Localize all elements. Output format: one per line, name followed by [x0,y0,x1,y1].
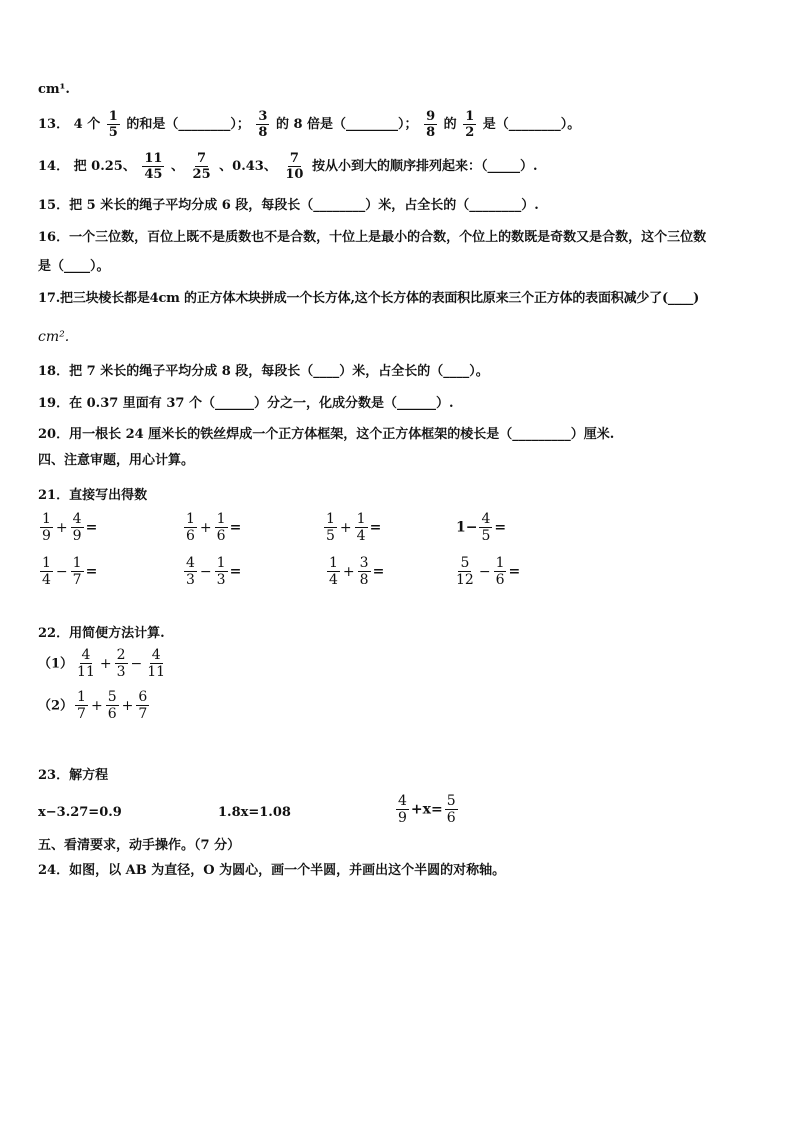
q23-equation-2: 1.8x=1.08 [218,805,291,820]
q23-3-f2: $\frac{5}{6}$ [446,793,456,826]
q22-2-op2: + [121,697,134,714]
q23-equation-3 [394,794,460,825]
q22-1-op2: − [130,655,143,672]
q21-3-op: + [339,519,352,536]
q21-3-eq: = [369,519,382,536]
question-22-title: 22．用简便方法计算. [38,626,165,641]
q21-7-eq: = [372,563,385,580]
q21-item-6 [182,556,241,587]
q14-fraction-2: $\frac{7}{25}$ [192,151,211,182]
q21-5-eq: = [85,563,98,580]
q14-number: 14． [38,159,70,174]
q13-text-3: 的 8 倍是（________）； [275,117,418,132]
section-5-heading: 五、看清要求，动手操作。（7 分） [38,838,241,853]
q22-2-f1: $\frac{1}{7}$ [77,689,86,722]
q22-2-f2: $\frac{5}{6}$ [107,689,117,722]
question-18: 18．把 7 米长的绳子平均分成 8 段，每段长（____）米，占全长的（____）。 [38,364,489,379]
q21-2-b: $\frac{1}{6}$ [216,511,226,544]
q22-1-f2: $\frac{2}{3}$ [116,647,126,680]
q21-item-2 [182,512,241,543]
question-17-unit [38,327,69,347]
q14-fraction-3: $\frac{7}{10}$ [285,151,304,182]
top-line: cm¹. [38,82,70,97]
q22-2-f3: $\frac{6}{7}$ [138,689,148,722]
q23-3-f1: $\frac{4}{9}$ [398,793,407,826]
q13-fraction-1: $\frac{1}{5}$ [108,109,118,140]
question-14 [38,152,538,181]
q17-dot: . [64,329,70,345]
q21-7-b: $\frac{3}{8}$ [359,555,369,588]
q22-2-op1: + [90,697,103,714]
q22-1-f1: $\frac{4}{11}$ [77,647,95,680]
question-16-line-2: 是（____）。 [38,259,110,274]
q23-equation-1: x−3.27=0.9 [38,805,122,820]
q21-8-b: $\frac{1}{6}$ [495,555,505,588]
q21-item-1 [38,512,97,543]
q22-1-f3: $\frac{4}{11}$ [147,647,166,680]
q21-4-lead: 1− [456,519,478,536]
q17-unit-text: cm² [38,329,65,345]
q21-6-eq: = [229,563,242,580]
q21-4-b: $\frac{4}{5}$ [481,511,491,544]
q21-1-eq: = [85,519,98,536]
q21-8-eq: = [508,563,521,580]
q21-1-a: $\frac{1}{9}$ [42,511,51,544]
q21-item-3 [322,512,381,543]
q21-5-b: $\frac{1}{7}$ [72,555,82,588]
q14-text-3: 按从小到大的顺序排列起来：（_____）. [311,159,538,174]
question-23-title: 23．解方程 [38,768,109,783]
section-4-heading: 四、注意审题，用心计算。 [38,453,195,468]
q21-item-8 [452,556,520,587]
q21-5-op: − [55,563,68,580]
q13-text-2: 的和是（________）； [126,117,250,132]
question-16-line-1: 16．一个三位数，百位上既不是质数也不是合数，十位上是最小的合数，个位上的数既是奇数又是合数，这个三位数 [38,230,707,245]
question-19: 19．在 0.37 里面有 37 个（______）分之一，化成分数是（______）. [38,396,454,411]
q21-7-a: $\frac{1}{4}$ [329,555,338,588]
q21-6-a: $\frac{4}{3}$ [186,555,195,588]
q22-label-1: （1） [38,656,74,672]
q21-4-eq: = [494,519,507,536]
q21-6-b: $\frac{1}{3}$ [216,555,226,588]
q14-separator: 、 [170,159,184,174]
q14-fraction-1: $\frac{11}{45}$ [144,151,163,182]
q21-7-op: + [342,563,355,580]
q13-fraction-3: $\frac{9}{8}$ [426,109,436,140]
q21-item-7 [325,556,384,587]
q21-3-a: $\frac{1}{5}$ [326,511,335,544]
q14-text-2: 、0.43、 [219,159,277,174]
q22-1-op1: + [99,655,112,672]
q21-item-4 [456,512,506,543]
question-17-line-1: 17.把三块棱长都是4cm 的正方体木块拼成一个长方体,这个长方体的表面积比原来三个正方体的表面积减少了(____) [38,291,700,306]
q21-2-op: + [199,519,212,536]
q21-8-a: $\frac{5}{12}$ [456,555,474,588]
q14-text-1: 把 0.25、 [73,159,136,174]
q21-item-5 [38,556,97,587]
q13-fraction-4: $\frac{1}{2}$ [465,109,475,140]
q21-2-eq: = [229,519,242,536]
question-21-title: 21．直接写出得数 [38,488,148,503]
question-15: 15．把 5 米长的绳子平均分成 6 段，每段长（________）米，占全长的（________）. [38,198,539,213]
q13-text-4: 的 [443,117,457,132]
q21-8-op: − [478,563,491,580]
q21-3-b: $\frac{1}{4}$ [356,511,366,544]
question-20: 20．用一根长 24 厘米长的铁丝焊成一个正方体框架，这个正方体框架的棱长是（_________）厘米. [38,427,615,442]
question-13 [38,110,580,139]
q13-text-5: 是（________）。 [482,117,581,132]
q22-expression-2 [38,690,151,721]
q21-1-b: $\frac{4}{9}$ [72,511,82,544]
q22-expression-1 [38,648,169,679]
q21-5-a: $\frac{1}{4}$ [42,555,51,588]
q13-text-1: 4 个 [73,117,101,132]
q22-label-2: （2） [38,698,74,714]
question-24: 24．如图，以 AB 为直径，O 为圆心，画一个半圆，并画出这个半圆的对称轴。 [38,863,506,878]
q21-2-a: $\frac{1}{6}$ [186,511,195,544]
q13-fraction-2: $\frac{3}{8}$ [258,109,268,140]
q21-6-op: − [199,563,212,580]
q23-3-mid: +x= [410,801,443,818]
q21-1-op: + [55,519,68,536]
q13-number: 13． [38,117,70,132]
